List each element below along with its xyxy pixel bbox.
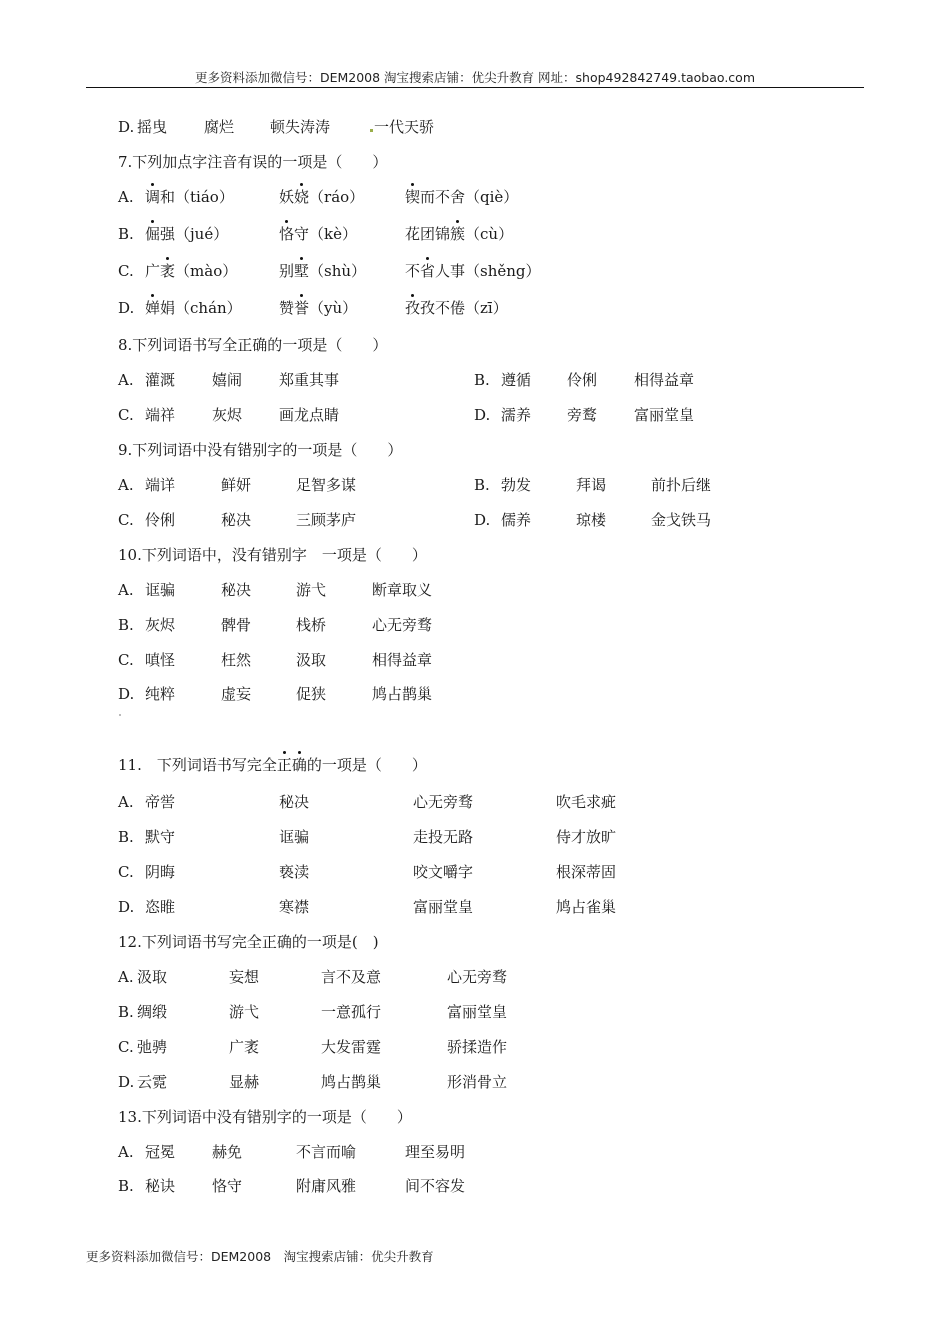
option-word: 大发雷霆 — [321, 1038, 382, 1056]
plain-char: 妖 — [279, 188, 295, 206]
option-word: 灰烬 — [145, 616, 176, 634]
dotted-char: 誉 — [294, 299, 310, 317]
plain-char: 花团锦 — [405, 225, 451, 243]
option-word: 伶俐 — [567, 371, 598, 389]
option-word: 郑重其事 — [279, 371, 340, 389]
option-word: 摇曳 — [137, 118, 168, 136]
option-word: 濡养 — [501, 406, 532, 424]
option-letter: C. — [118, 863, 134, 881]
option-letter: B. — [474, 371, 490, 389]
option-word: 相得益章 — [634, 371, 695, 389]
option-word: 金戈铁马 — [651, 511, 712, 529]
plain-char: 广 — [145, 262, 161, 280]
option-word: 弛骋 — [137, 1038, 168, 1056]
option-letter: A. — [118, 968, 134, 986]
option-letter: D. — [118, 118, 135, 136]
option-word: 灌溉 — [145, 371, 176, 389]
dotted-char: 婵 — [145, 299, 161, 317]
option-word: 言不及意 — [321, 968, 382, 986]
option-letter: C. — [118, 651, 134, 669]
option-word: 游弋 — [296, 581, 327, 599]
dotted-char: 调 — [145, 188, 161, 206]
plain-char: 不 — [405, 262, 421, 280]
option-word: 冠冕 — [145, 1143, 176, 1161]
option-word: 心无旁骛 — [413, 793, 474, 811]
option-letter: C. — [118, 511, 134, 529]
option-word: 断章取义 — [372, 581, 433, 599]
option-word: 游弋 — [229, 1003, 260, 1021]
option-letter: C. — [118, 406, 134, 424]
option-word: 鸠占鹊巢 — [372, 685, 433, 703]
q11-stem — [118, 755, 427, 775]
option-letter: B. — [118, 616, 134, 634]
option-word: 灰烬 — [212, 406, 243, 424]
option-word: 间不容发 — [405, 1177, 466, 1195]
option-word: 一代天骄 — [374, 118, 435, 136]
stem-text: 11. 下列词语书写完全 — [118, 756, 277, 774]
option-word: 汲取 — [137, 968, 168, 986]
option-word: 相得益章 — [372, 651, 433, 669]
option-word: 促狭 — [296, 685, 327, 703]
dotted-char: 倔 — [145, 225, 161, 243]
option-letter: D. — [118, 299, 135, 317]
pinyin-note: 守（kè） — [294, 225, 357, 243]
option-word: 顿失涛涛 — [270, 118, 331, 136]
dotted-char: 簇 — [450, 225, 466, 243]
option-word: 旁鹜 — [567, 406, 598, 424]
option-letter: B. — [118, 1003, 134, 1021]
option-letter: A. — [118, 476, 134, 494]
dotted-char: 正 — [276, 756, 292, 774]
option-word: 吹毛求疵 — [556, 793, 617, 811]
pinyin-note: （cù） — [465, 225, 514, 243]
q12-stem: 12.下列词语书写完全正确的一项是( ) — [118, 933, 379, 951]
q13-stem: 13.下列词语中没有错别字的一项是（ ） — [118, 1108, 412, 1126]
option-word: 默守 — [145, 828, 176, 846]
option-word: 纯粹 — [145, 685, 176, 703]
option-word: 诓骗 — [279, 828, 310, 846]
dotted-char: 墅 — [294, 262, 310, 280]
option-letter: C. — [118, 1038, 134, 1056]
stray-mark — [119, 714, 121, 716]
option-word: 富丽堂皇 — [447, 1003, 508, 1021]
option-word: 髀骨 — [221, 616, 252, 634]
option-word: 妄想 — [229, 968, 260, 986]
stray-mark — [370, 129, 373, 132]
option-letter: D. — [118, 1073, 135, 1091]
option-letter: C. — [118, 262, 134, 280]
option-word: 嗔怪 — [145, 651, 176, 669]
option-letter: D. — [474, 406, 491, 424]
option-word: 秘决 — [221, 511, 252, 529]
option-letter: A. — [118, 371, 134, 389]
pinyin-note: 孜不倦（zī） — [420, 299, 508, 317]
q10-stem: 10.下列词语中，没有错别字 一项是（ ） — [118, 546, 427, 564]
pinyin-note: 而不舍（qiè） — [420, 188, 519, 206]
option-word: 汲取 — [296, 651, 327, 669]
option-word: 附庸风雅 — [296, 1177, 357, 1195]
option-word: 阴晦 — [145, 863, 176, 881]
dotted-char: 省 — [420, 262, 436, 280]
option-word: 鸠占雀巢 — [556, 898, 617, 916]
option-word: 秘决 — [279, 793, 310, 811]
dotted-char: 娆 — [294, 188, 310, 206]
option-word: 理至易明 — [405, 1143, 466, 1161]
option-word: 腐烂 — [204, 118, 235, 136]
option-word: 绸缎 — [137, 1003, 168, 1021]
option-word: 嬉闹 — [212, 371, 243, 389]
option-word: 一意孤行 — [321, 1003, 382, 1021]
option-letter: B. — [118, 828, 134, 846]
option-letter: A. — [118, 188, 134, 206]
option-letter: A. — [118, 793, 134, 811]
option-word: 足智多谋 — [296, 476, 357, 494]
pinyin-note: 人事（shěng） — [435, 262, 541, 280]
option-letter: A. — [118, 1143, 134, 1161]
pinyin-note: （shù） — [309, 262, 367, 280]
option-letter: B. — [118, 225, 134, 243]
page-header: 更多资料添加微信号：DEM2008 淘宝搜索店铺：优尖升教育 网址：shop492842749.taobao.com — [194, 70, 756, 85]
option-word: 走投无路 — [413, 828, 474, 846]
option-word: 端详 — [145, 476, 176, 494]
option-word: 鸠占鹊巢 — [321, 1073, 382, 1091]
option-word: 枉然 — [221, 651, 252, 669]
option-word: 虚妄 — [221, 685, 252, 703]
option-word: 显赫 — [229, 1073, 260, 1091]
option-word: 拜谒 — [576, 476, 607, 494]
option-word: 秘决 — [221, 581, 252, 599]
option-word: 云霓 — [137, 1073, 168, 1091]
option-word: 寒襟 — [279, 898, 310, 916]
option-word: 富丽堂皇 — [413, 898, 474, 916]
q9-stem: 9.下列词语中没有错别字的一项是（ ） — [118, 441, 403, 459]
option-word: 伶俐 — [145, 511, 176, 529]
plain-char: 赞 — [279, 299, 295, 317]
dotted-char: 确 — [291, 756, 307, 774]
pinyin-note: 强（jué） — [160, 225, 229, 243]
option-letter: D. — [474, 511, 491, 529]
option-word: 恪守 — [212, 1177, 243, 1195]
pinyin-note: （mào） — [175, 262, 238, 280]
dotted-char: 袤 — [160, 262, 176, 280]
q8-stem: 8.下列词语书写全正确的一项是（ ） — [118, 336, 388, 354]
option-word: 鲜妍 — [221, 476, 252, 494]
option-word: 骄揉造作 — [447, 1038, 508, 1056]
pinyin-note: （yù） — [309, 299, 358, 317]
option-word: 画龙点睛 — [279, 406, 340, 424]
dotted-char: 锲 — [405, 188, 421, 206]
option-word: 遵循 — [501, 371, 532, 389]
option-word: 琼楼 — [576, 511, 607, 529]
pinyin-note: （ráo） — [309, 188, 365, 206]
option-word: 栈桥 — [296, 616, 327, 634]
option-word: 三顾茅庐 — [296, 511, 357, 529]
header-rule — [86, 87, 864, 88]
option-word: 根深蒂固 — [556, 863, 617, 881]
option-word: 亵渎 — [279, 863, 310, 881]
pinyin-note: 娟（chán） — [160, 299, 242, 317]
option-word: 不言而喻 — [296, 1143, 357, 1161]
dotted-char: 孜 — [405, 299, 421, 317]
option-letter: B. — [118, 1177, 134, 1195]
option-word: 儒养 — [501, 511, 532, 529]
q7-stem: 7.下列加点字注音有误的一项是（ ） — [118, 153, 388, 171]
option-word: 勃发 — [501, 476, 532, 494]
option-word: 诓骗 — [145, 581, 176, 599]
option-word: 侍才放旷 — [556, 828, 617, 846]
dotted-char: 恪 — [279, 225, 295, 243]
option-word: 端祥 — [145, 406, 176, 424]
option-word: 广袤 — [229, 1038, 260, 1056]
option-letter: D. — [118, 898, 135, 916]
option-letter: B. — [474, 476, 490, 494]
pinyin-note: 和（tiáo） — [160, 188, 234, 206]
option-letter: A. — [118, 581, 134, 599]
option-word: 咬文嚼字 — [413, 863, 474, 881]
option-word: 富丽堂皇 — [634, 406, 695, 424]
option-letter: D. — [118, 685, 135, 703]
plain-char: 别 — [279, 262, 295, 280]
page-footer: 更多资料添加微信号：DEM2008 淘宝搜索店铺：优尖升教育 — [86, 1249, 434, 1264]
option-word: 形消骨立 — [447, 1073, 508, 1091]
option-word: 心无旁骛 — [372, 616, 433, 634]
option-word: 赫免 — [212, 1143, 243, 1161]
stem-text: 的一项是（ ） — [306, 756, 427, 774]
option-word: 秘诀 — [145, 1177, 176, 1195]
option-word: 心无旁骛 — [447, 968, 508, 986]
option-word: 恣睢 — [145, 898, 176, 916]
option-word: 前扑后继 — [651, 476, 712, 494]
option-word: 帝喾 — [145, 793, 176, 811]
